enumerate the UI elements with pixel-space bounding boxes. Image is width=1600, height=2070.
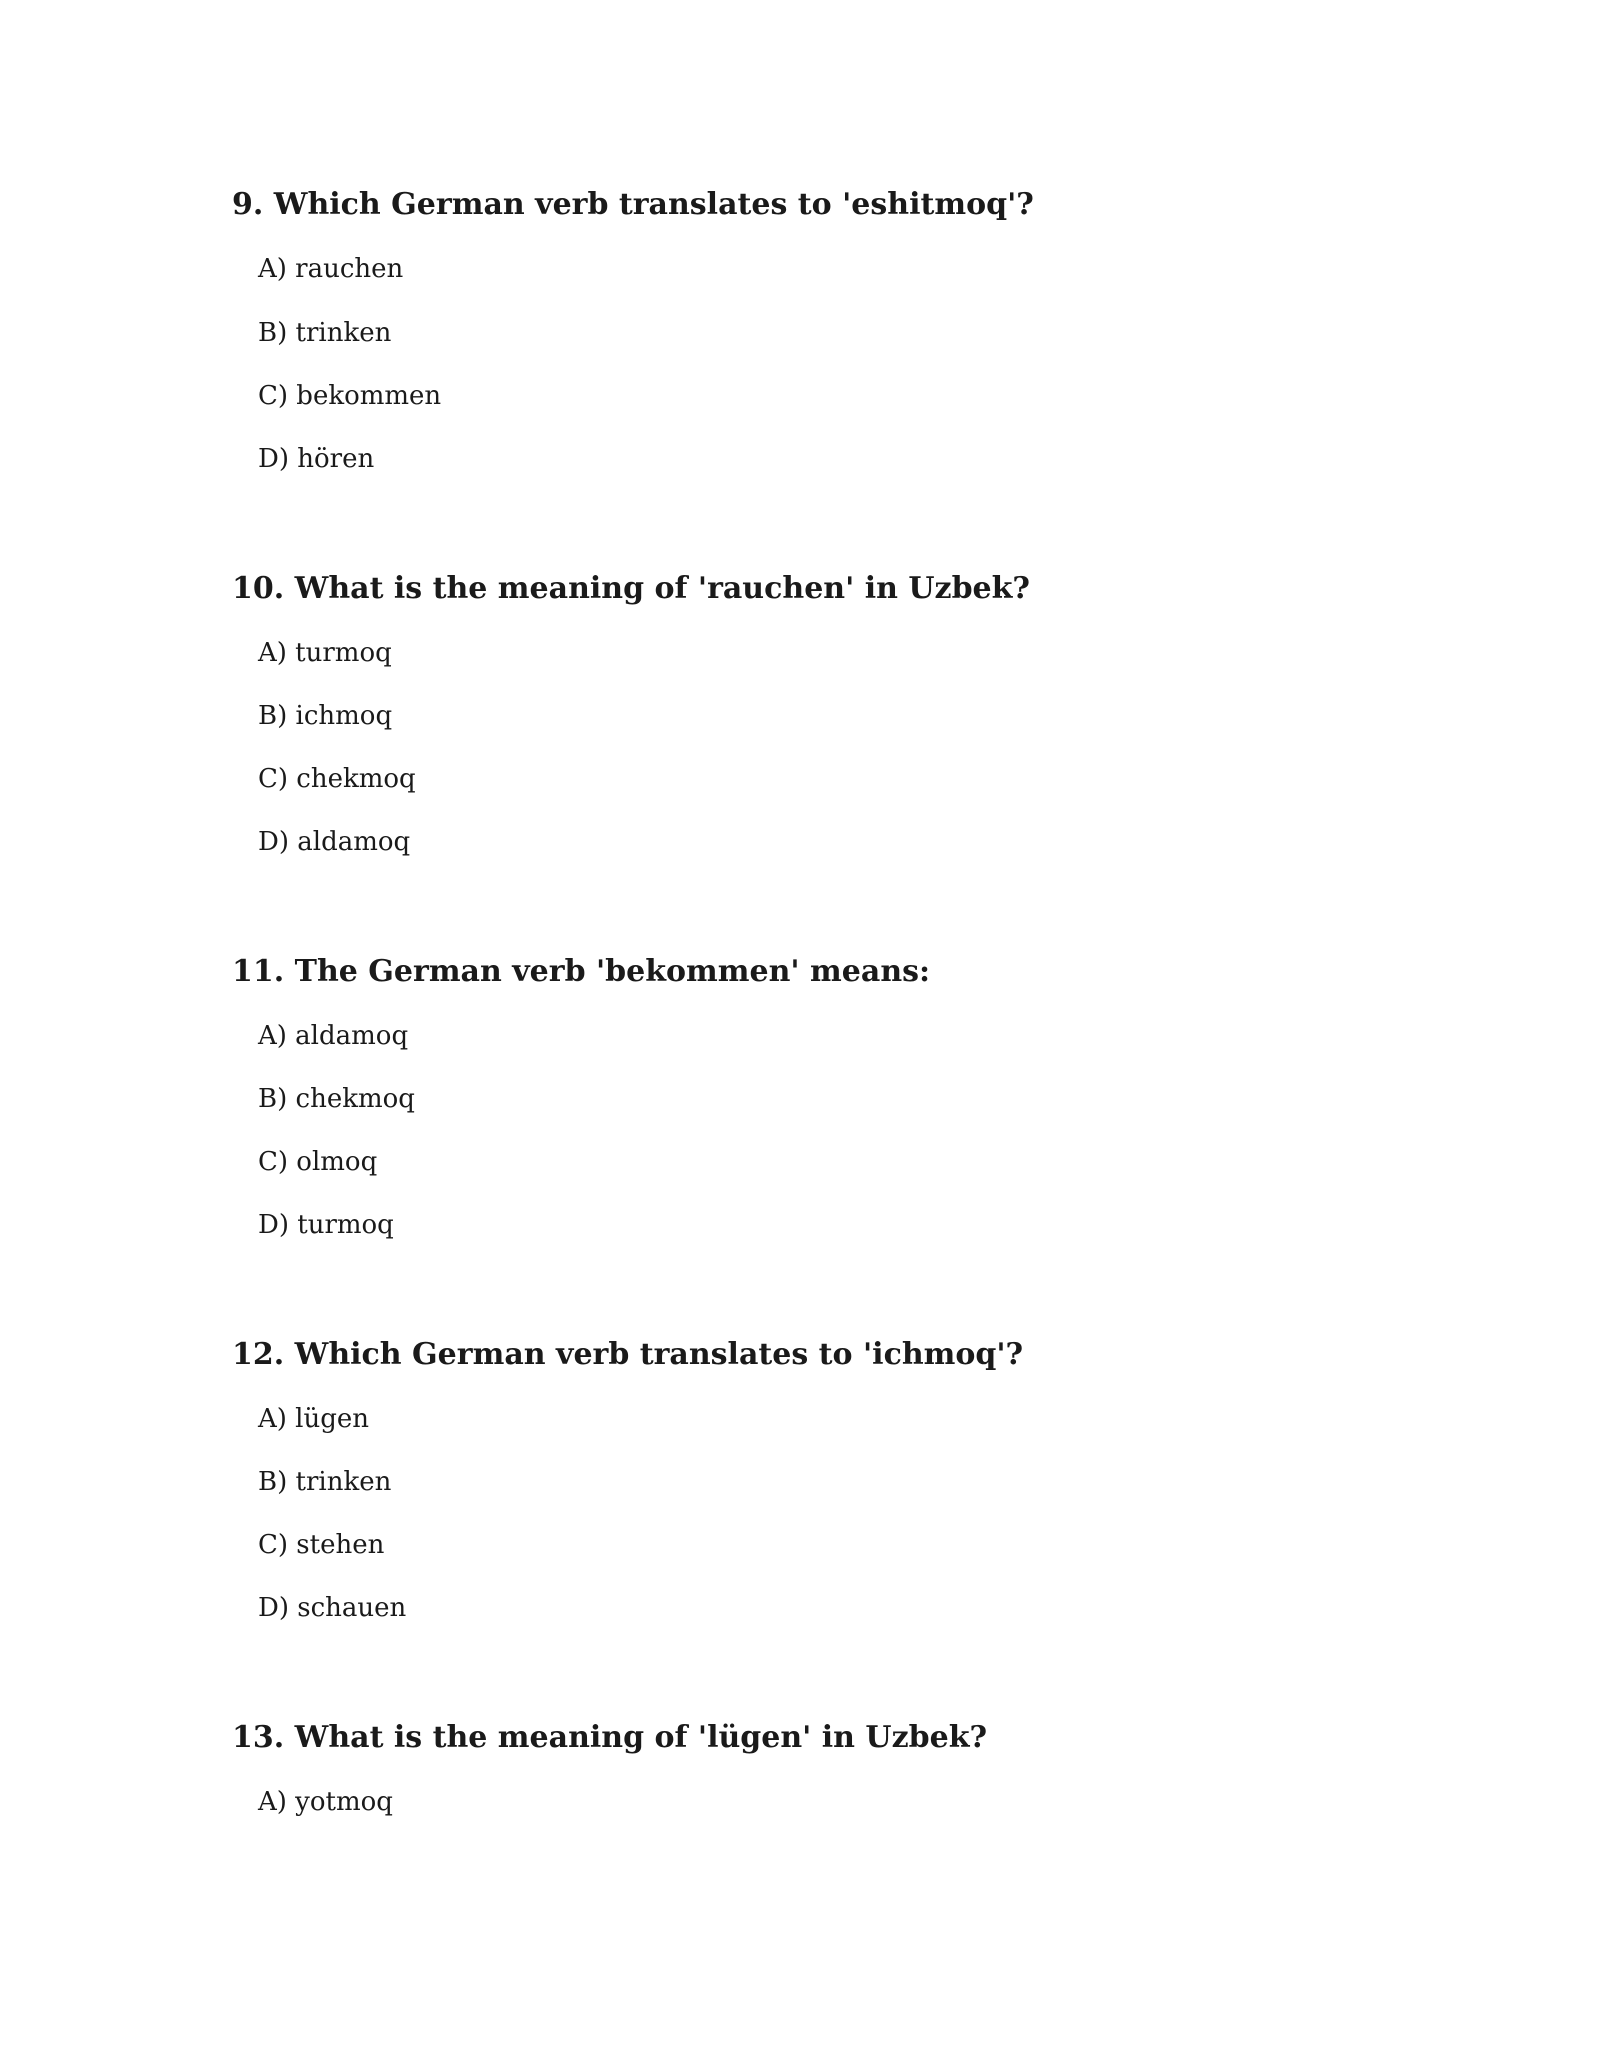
question-text: 13. What is the meaning of 'lügen' in Uzbek?: [232, 1720, 988, 1755]
option-a: A) turmoq: [258, 638, 392, 668]
option-a: A) yotmoq: [258, 1787, 393, 1817]
question-9: [232, 186, 1432, 474]
option-b: B) trinken: [258, 318, 392, 348]
question-text: 9. Which German verb translates to 'eshitmoq'?: [232, 187, 1034, 222]
question-text: 12. Which German verb translates to 'ichmoq'?: [232, 1337, 1024, 1372]
option-b: B) trinken: [258, 1467, 392, 1497]
option-d: D) hören: [258, 444, 375, 474]
question-13: [232, 1719, 1432, 1817]
option-a: A) aldamoq: [258, 1021, 409, 1051]
option-c: C) chekmoq: [258, 764, 416, 794]
option-c: C) bekommen: [258, 381, 442, 411]
option-b: B) ichmoq: [258, 701, 393, 731]
question-12: [232, 1336, 1432, 1623]
option-d: D) schauen: [258, 1593, 407, 1623]
option-b: B) chekmoq: [258, 1084, 415, 1114]
option-a: A) rauchen: [258, 254, 404, 284]
option-d: D) aldamoq: [258, 827, 411, 857]
question-text: 11. The German verb 'bekommen' means:: [232, 954, 931, 989]
option-a: A) lügen: [258, 1404, 370, 1434]
option-c: C) olmoq: [258, 1147, 378, 1177]
question-11: [232, 953, 1432, 1240]
question-text: 10. What is the meaning of 'rauchen' in Uzbek?: [232, 571, 1031, 606]
option-c: C) stehen: [258, 1530, 385, 1560]
question-10: [232, 570, 1432, 857]
option-d: D) turmoq: [258, 1210, 394, 1240]
